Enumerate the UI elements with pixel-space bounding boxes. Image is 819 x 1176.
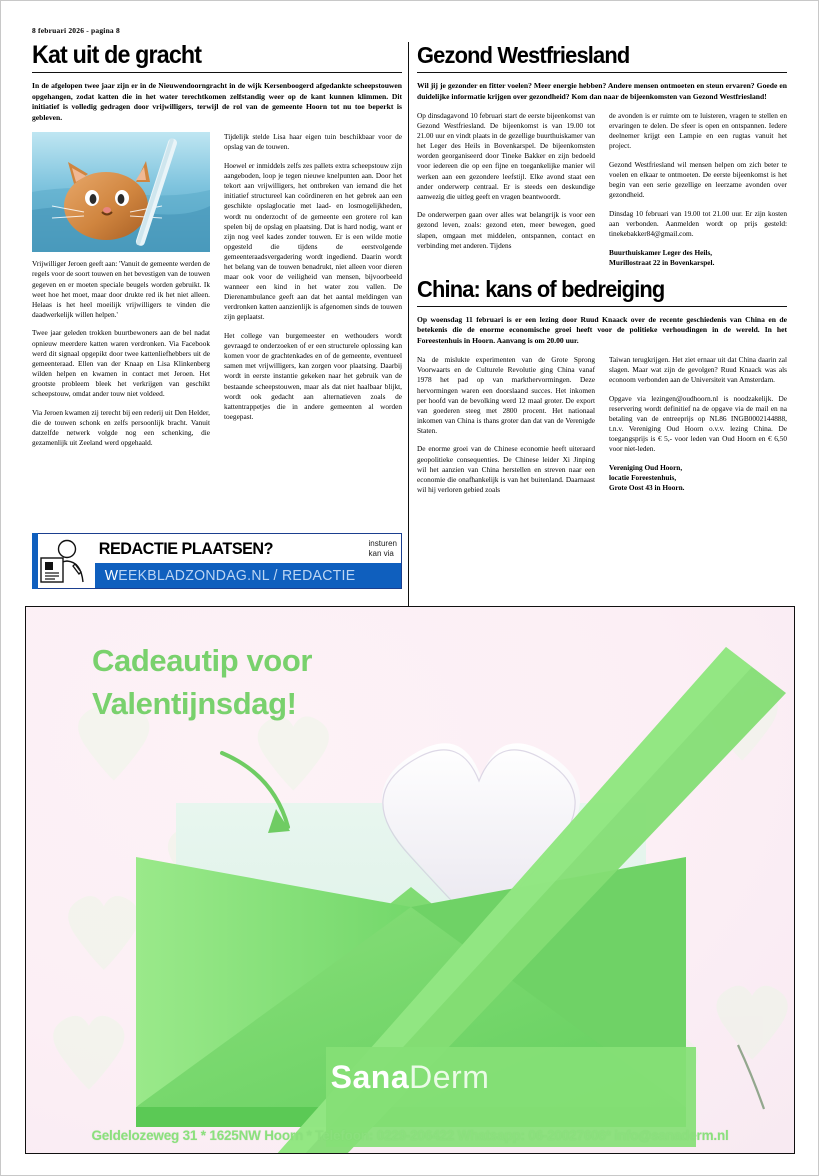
kat-paragraph: Vrijwilliger Jeroen geeft aan: 'Vanuit de gemeente werden de regels voor de soort touwen en het bevestigen van de touwen gegeven en er moeten speciale beugels worden gebruikt. Ik weet hoe het moet, maar door drukte red ik het niet alleen. Helaas is het heel moeilijk vrijwilligers te vinden die daadwerkelijk willen helpen.'	[32, 259, 210, 319]
article-lead-china: Op woensdag 11 februari is er een lezing door Ruud Knaack over de recente geschiedenis van China en de betekenis die de enorme economische groei heeft voor de politieke verhoudingen in de wereld. In het Foreestenhuis in Hoorn. Aanvang is om 20.00 uur.	[417, 314, 787, 345]
china-column-1	[417, 355, 595, 495]
gezond-columns	[417, 111, 787, 268]
ad-contact-footer: Geldelozeweg 31 * 1625NW Hoorn * Telefoon: 0229-206422 Whatsapp: 06-20027606* info@sanaderm.nl	[91, 1128, 729, 1143]
china-paragraph: De enorme groei van de Chinese economie heeft uiteraard geopolitieke consequenties. De Chinese leider Xi Jinping wil het aanzien van China herstellen en streven naar een economie die onafhankelijk is van het buitenland. Daarnaast wil hij verloren gebied zoals	[417, 444, 595, 494]
redactie-top-row	[95, 534, 401, 563]
china-signature-line3: Grote Oost 43 in Hoorn.	[609, 483, 685, 493]
cat-photo	[32, 132, 210, 252]
redactie-note-line1: insturen	[368, 539, 397, 549]
gezond-signature-line1: Buurthuiskamer Leger des Heils,	[609, 247, 713, 257]
curved-arrow-icon	[214, 747, 334, 857]
column-divider	[408, 42, 409, 608]
advertisement-sanaderm[interactable]	[25, 606, 795, 1154]
kat-paragraph: Hoewel er inmiddels zelfs zes pallets extra scheepstouw zijn aangeboden, loop je tegen nieuwe knelpunten aan. Door het tekort aan vrijwilligers, het ontbreken van iemand die het initiatief structureel kan coördineren en het gebrek aan een geschikte opslaglocatie met laad- en losmogelijkheden, wordt nu onderzocht of de gemeente een grotere rol kan spelen bij de opslag en plaatsing. Dat is hard nodig, want er zijn nog veel kades zonder touwen. Er is een wilde motie opgesteld die tijdens de eerstvolgende gemeenteraadsvergadering wordt ingediend. Daarin wordt het belang van de touwen benadrukt, niet alleen voor dieren maar ook voor de veiligheid van mensen, bijvoorbeeld wanneer een kind in het water zou vallen. De Dierenambulance geeft aan dat het aantal meldingen van verdronken katten aanzienlijk is afgenomen sinds de touwen zijn geplaatst.	[224, 161, 402, 322]
brand-sanaderm	[26, 1059, 794, 1096]
kat-paragraph: Via Jeroen kwamen zij terecht bij een rederij uit Den Helder, die de touwen schonk en zelfs persoonlijk bracht. Vanuit datzelfde netwerk volgde nog een schenking, die gezamenlijk uit Zeeland werd opgehaald.	[32, 407, 210, 447]
banner-redactie-plaatsen[interactable]	[32, 533, 402, 589]
headline-rule	[32, 72, 402, 73]
redactie-accent-bar	[32, 533, 38, 589]
article-kat-uit-de-gracht	[32, 42, 402, 448]
gezond-signature-line2: Murillostraat 22 in Bovenkarspel.	[609, 257, 715, 267]
right-column-section	[417, 42, 787, 495]
kat-column-1	[32, 132, 210, 448]
china-signature	[609, 463, 787, 493]
gezond-paragraph: Op dinsdagavond 10 februari start de eerste bijeenkomst van Gezond Westfriesland. De bijeenkomst is van 19.00 tot 21.00 uur en vindt plaats in de gezellige buurthuiskamer van het Leger des Heils in Bovenkarspel. De bijeenkomsten worden georganiseerd door Tineke Bakker en zijn bedoeld voor iedereen die op een fijne en toegankelijke manier wil werken aan een gezondere leefstijl. Elke avond staat een ander onderwerp centraal. Er is steeds een deskundige aanwezig die uitleg geeft en vragen beantwoordt.	[417, 111, 595, 201]
page-dateline: 8 februari 2026 - pagina 8	[32, 26, 120, 35]
brand-sana: Sana	[330, 1059, 410, 1095]
gezond-column-2	[609, 111, 787, 268]
gezond-paragraph: Dinsdag 10 februari van 19.00 tot 21.00 uur. Er zijn kosten aan verbonden. Aanmelden wordt op prijs gesteld: tinekebakker84@gmail.com.	[609, 208, 787, 238]
china-paragraph: Taiwan terugkrijgen. Het ziet ernaar uit dat China daarin zal slagen. Maar wat zijn de gevolgen? Ruud Knaack was als econoom verbonden aan de Universiteit van Amsterdam.	[609, 355, 787, 385]
china-signature-line2: locatie Foreestenhuis,	[609, 473, 677, 483]
ad-title-line2: Valentijnsdag!	[92, 686, 297, 721]
ad-title	[92, 639, 452, 725]
kat-columns	[32, 132, 402, 448]
article-headline-kat: Kat uit de gracht	[32, 41, 202, 69]
redactie-url-strong: W	[104, 567, 119, 584]
headline-rule	[417, 72, 787, 73]
gezond-paragraph: de avonden is er ruimte om te luisteren, vragen te stellen en ervaringen te delen. De sfeer is open en ontspannen. Iedere deelnemer krijgt een Lampie en een rugtas vanuit het project.	[609, 111, 787, 151]
gezond-paragraph: De onderwerpen gaan over alles wat belangrijk is voor een gezond leven, zoals: gezond eten, meer bewegen, goed slapen, omgaan met middelen, ontspannen, contact en verbinding met anderen. Tijdens	[417, 210, 595, 250]
china-columns	[417, 355, 787, 495]
article-headline-china: China: kans of bedreiging	[417, 275, 665, 302]
kat-paragraph: Het college van burgemeester en wethouders wordt gevraagd te onderzoeken of er een structurele oplossing kan komen voor de grachtenkades en of de gemeente, eventueel samen met vrijwilligers, kan zorgen voor plaatsing. Daarbij wordt in eerste instantie gekeken naar het gebruik van de bestaande scheepstouwen, maar als dat niet haalbaar blijkt, wordt ook gedacht aan alternatieven zoals de kattentrappetjes die in andere gemeenten al worden toegepast.	[224, 331, 402, 421]
gezond-column-1	[417, 111, 595, 268]
gezond-paragraph: Gezond Westfriesland wil mensen helpen om zich beter te voelen en elkaar te ontmoeten. De eerste bijeenkomst is het begin van een serie gezellige en leerzame avonden over gezondheid.	[609, 159, 787, 200]
article-headline-gezond: Gezond Westfriesland	[417, 42, 630, 68]
ad-background	[26, 607, 794, 1153]
kat-column-2	[224, 132, 402, 448]
kat-paragraph: Twee jaar geleden trokken buurtbewoners aan de bel nadat opnieuw meerdere katten waren verdronken. Via Facebook werd dit signaal opgepikt door twee kattenliefhebbers uit de gemeenteraad. Ellen van der Knaap en Lisa Klinkenberg wilden helpen en kwamen in contact met Jeroen. Het grootste probleem bleek het verkrijgen van geschikt scheepstouw, omdat ander touw niet voldeed.	[32, 328, 210, 398]
redactie-note	[369, 539, 401, 558]
article-china-kans-of-bedreiging	[417, 276, 787, 495]
person-with-document-icon	[33, 534, 95, 588]
gezond-signature	[609, 248, 787, 268]
china-signature-line1: Vereniging Oud Hoorn,	[609, 463, 683, 473]
kat-paragraph: Tijdelijk stelde Lisa haar eigen tuin beschikbaar voor de opslag van de touwen.	[224, 132, 402, 152]
brand-derm: Derm	[409, 1059, 490, 1095]
redactie-title: REDACTIE PLAATSEN?	[98, 538, 273, 558]
china-column-2	[609, 355, 787, 495]
article-lead-kat: In de afgelopen twee jaar zijn er in de Nieuwendoorngracht in de wijk Kersenboogerd afgedankte scheepstouwen opgehangen, zodat katten die in het water terechtkomen zelfstandig weer op de kant kunnen klimmen. Dit initiatief is volledig gedragen door vrijwilligers, terwijl de rol van de gemeente Hoorn tot nu toe beperkt is gebleven.	[32, 81, 402, 122]
china-paragraph: Opgave via lezingen@oudhoorn.nl is noodzakelijk. De reservering wordt definitief na de opgave via de mail en na betaling van de entreeprijs op NL86 INGB0002144888, t.n.v. Vereniging Oud Hoorn o.v.v. lezing China. De toegangsprijs is € 5,- voor leden van Oud Hoorn en € 6,50 voor niet-leden.	[609, 394, 787, 454]
redactie-note-line2: kan via	[368, 548, 394, 558]
article-gezond-westfriesland	[417, 42, 787, 268]
ad-title-line1: Cadeautip voor	[92, 643, 313, 678]
redactie-content	[95, 534, 401, 588]
redactie-url-bar[interactable]	[95, 563, 401, 588]
china-paragraph: Na de mislukte experimenten van de Grote Sprong Voorwaarts en de Culturele Revolutie ging China vanaf 1978 het pad op van markthervormingen. Deze hervormingen waren een doorslaand succes. Het inkomen per hoofd van de bevolking werd 12 maal groter. De export van goederen steeg met 2800 procent. Het nationaal inkomen van China is thans groter dan dat van de Verenigde Staten.	[417, 355, 595, 435]
redactie-url-rest: EEKBLADZONDAG.NL / REDACTIE	[118, 567, 356, 584]
article-lead-gezond: Wil jij je gezonder en fitter voelen? Meer energie hebben? Andere mensen ontmoeten en steun ervaren? Goede en duidelijke informatie krijgen over gezondheid? Kom dan naar de bijeenkomsten van Gezond Westfriesland!	[417, 81, 787, 101]
redactie-url	[95, 568, 355, 584]
headline-rule	[417, 306, 787, 307]
